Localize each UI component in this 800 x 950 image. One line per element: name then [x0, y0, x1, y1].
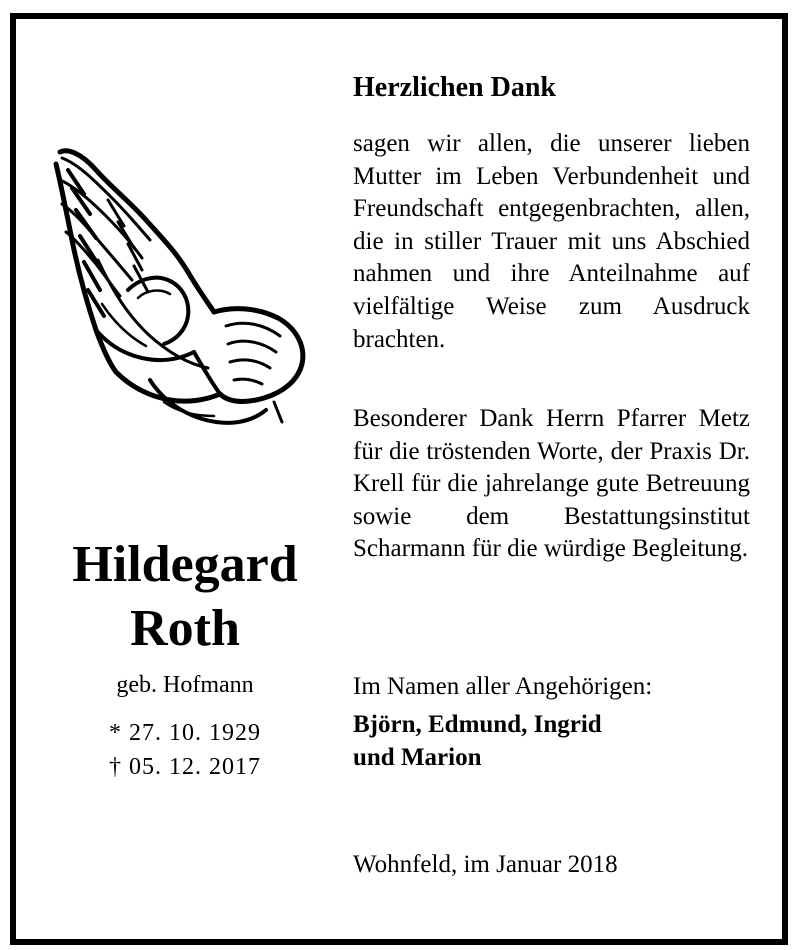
page-title: Herzlichen Dank [353, 72, 556, 103]
deceased-last-name: Roth [130, 600, 240, 657]
deceased-first-name: Hildegard [72, 536, 298, 593]
signers [353, 708, 602, 774]
signoff-intro: Im Namen aller Angehörigen: [353, 673, 653, 700]
place-date: Wohnfeld, im Januar 2018 [353, 851, 618, 878]
praying-hands-icon [38, 140, 308, 430]
deceased-birth-name: geb. Hofmann [116, 672, 254, 698]
signers-line-1: Björn, Edmund, Ingrid [353, 711, 602, 738]
signers-line-2: und Marion [353, 744, 482, 771]
thanks-paragraph: sagen wir allen, die unserer lieben Mutter im Leben Verbundenheit und Freundschaft entgegenbrachten, allen, die in stiller Trauer mit uns Abschied nahmen und ihre Anteilnahme auf vielfältige Weise zum Ausdruck brachten. [353, 130, 750, 353]
death-date: † 05. 12. 2017 [109, 754, 261, 780]
birth-date: * 27. 10. 1929 [109, 720, 261, 746]
special-thanks-paragraph: Besonderer Dank Herrn Pfarrer Metz für die tröstenden Worte, der Praxis Dr. Krell für die jahrelange gute Betreuung sowie dem Bestattungsinstitut Scharmann für die würdige Begleitung. [353, 405, 750, 563]
